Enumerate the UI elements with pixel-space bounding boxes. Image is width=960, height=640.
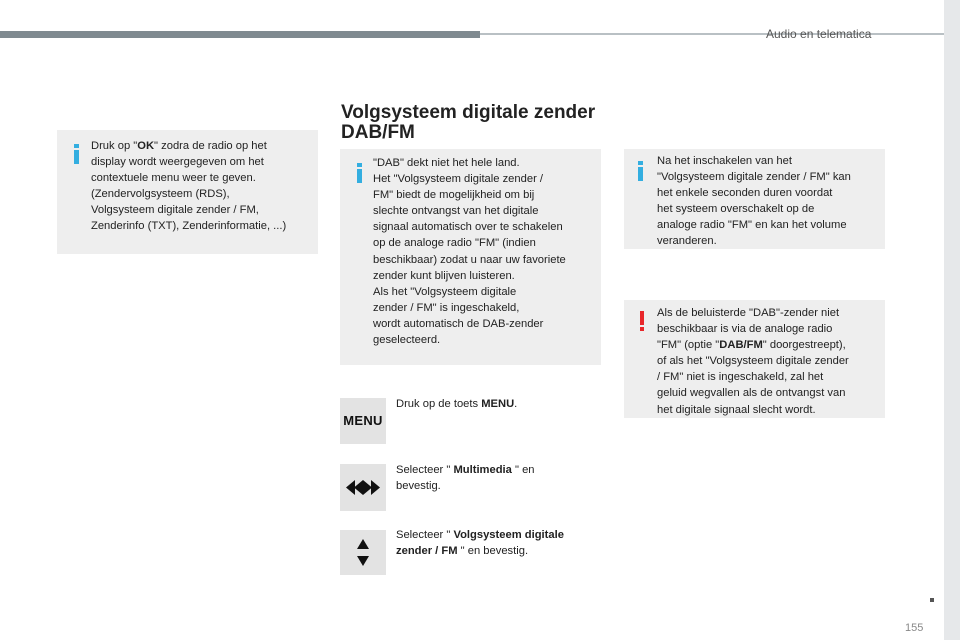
page-number: 155 [905, 622, 924, 634]
warning-text: Als de beluisterde "DAB"-zender niet beschikbaar is via de analoge radio "FM" (optie "DAB/FM" doorgestreept), of als het "Volgsysteem digitale zender / FM" niet is ingeschakeld, zal het geluid wegvallen als de ontvangst van het digitale signaal slecht wordt. [657, 307, 849, 416]
header-bar-light [480, 33, 945, 35]
up-down-icon [340, 530, 386, 575]
up-down-arrows-icon [340, 530, 386, 575]
step-volgsysteem-text: Selecteer " Volgsysteem digitale zender / FM " en bevestig. [396, 529, 564, 558]
info-icon [638, 161, 643, 181]
warning-box [624, 300, 885, 418]
dab-info-text: "DAB" dekt niet het hele land. Het "Volgsysteem digitale zender / FM" biedt de mogelijkheid om bij slechte ontvangst van het digitale signaal automatisch over te schakelen op de analoge radio "FM" (indien beschikbaar) zodat u naar uw favoriete zender kunt blijven luisteren. Als het "Volgsysteem digitale zender / FM" is ingeschakeld, wordt automatisch de DAB-zender geselecteerd. [373, 157, 566, 347]
info-icon [357, 163, 362, 183]
menu-icon-label: MENU [343, 413, 383, 428]
volume-info-text: Na het inschakelen van het "Volgsysteem digitale zender / FM" kan het enkele seconden duren voordat het systeem overschakelt op de analoge radio "FM" en kan het volume veranderen. [657, 155, 851, 248]
step-menu-text: Druk op de toets MENU. [396, 398, 518, 410]
section-title: Audio en telematica [766, 27, 872, 41]
seek-arrows-icon [340, 464, 386, 511]
volume-info-box [624, 149, 885, 249]
page-edge-strip [944, 0, 960, 640]
rewind-forward-icon [340, 464, 386, 511]
page-marker [930, 598, 934, 602]
step-multimedia-text: Selecteer " Multimedia " en bevestig. [396, 464, 535, 493]
menu-button-icon [340, 398, 386, 444]
header-bar-dark [0, 31, 480, 38]
dab-info-box [340, 149, 601, 365]
page-title: Volgsysteem digitale zender DAB/FM [341, 102, 596, 143]
info-icon [74, 144, 79, 164]
ok-info-text: Druk op "OK" zodra de radio op het display wordt weergegeven om het contextuele menu weer te geven. (Zendervolgsysteem (RDS), Volgsysteem digitale zender / FM, Zenderinfo (TXT), Zenderinformatie, ...) [91, 140, 287, 233]
ok-info-box [57, 130, 318, 254]
warning-icon [640, 311, 644, 331]
